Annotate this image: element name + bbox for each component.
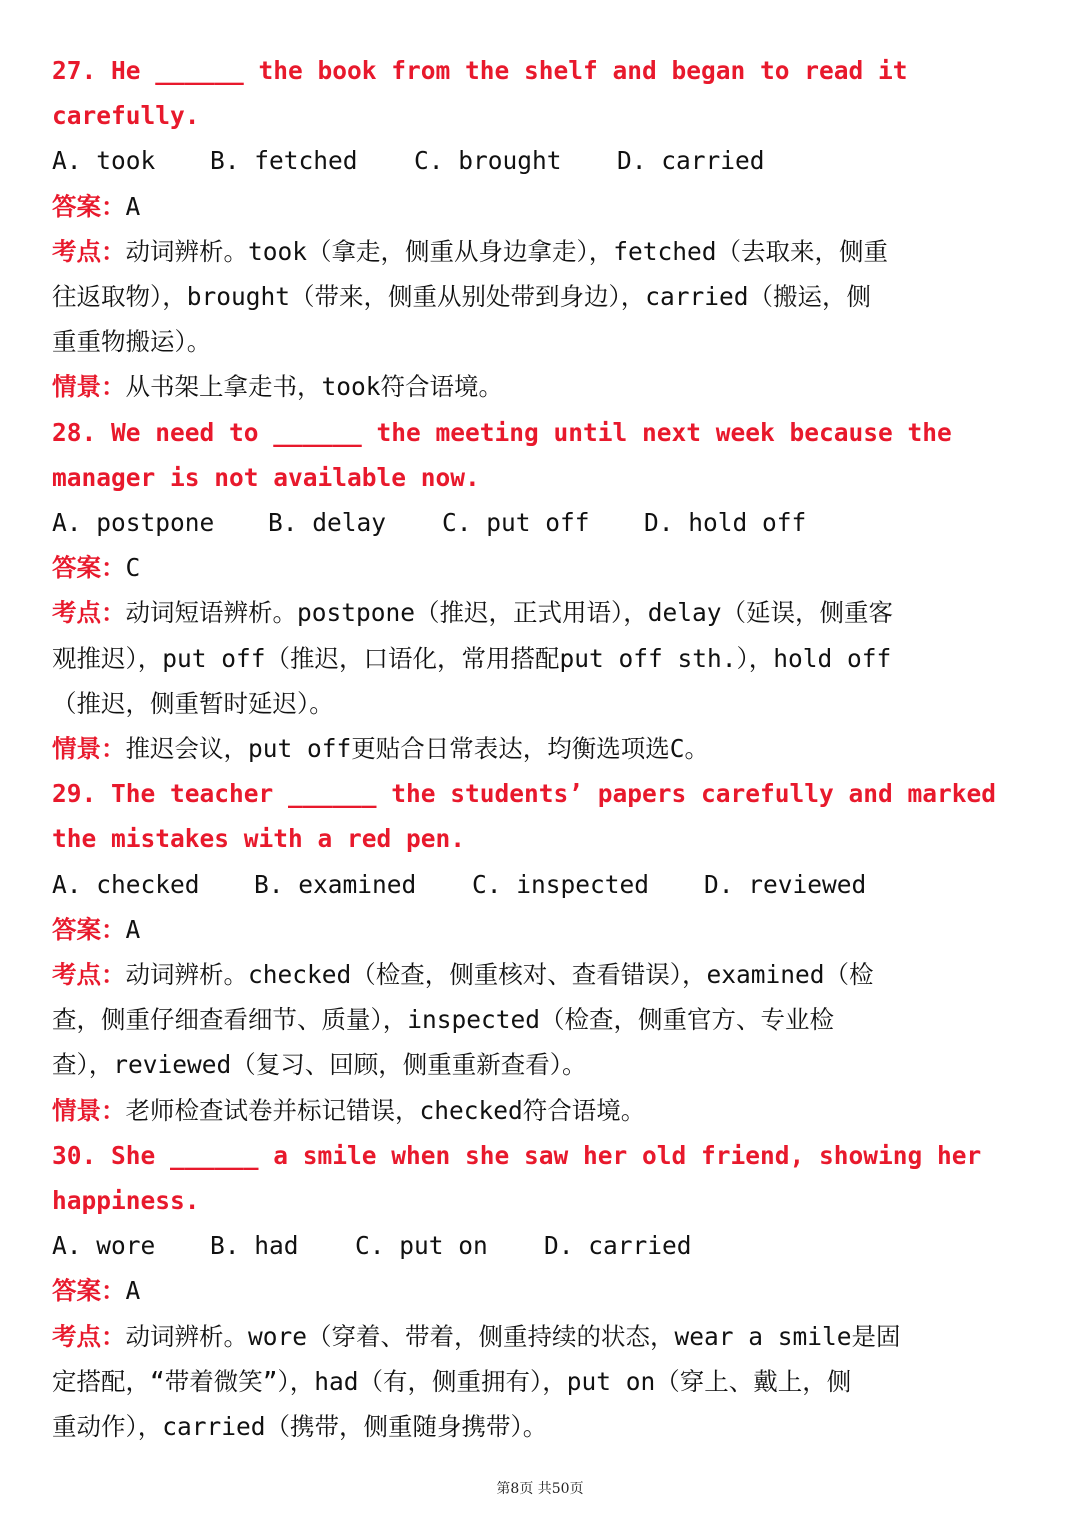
scene-label: 情景： [52, 1095, 126, 1125]
point-text: 重重物搬运）。 [52, 327, 212, 357]
option-b: B. delay [268, 508, 387, 538]
scene-line [52, 364, 1032, 409]
options-row [52, 1223, 1032, 1268]
question-stem: 27. He ______ the book from the shelf and began to read it [52, 56, 908, 85]
option-a: A. took [52, 146, 156, 176]
point-text: 动词辨析。wore（穿着、带着，侧重持续的状态，wear a smile是固 [125, 1321, 901, 1351]
option-c: C. put on [355, 1231, 488, 1261]
question-28 [52, 410, 1032, 772]
point-text: 查，侧重仔细查看细节、质量），inspected（检查，侧重官方、专业检 [52, 1005, 834, 1035]
option-c: C. inspected [472, 869, 650, 899]
option-c: C. put off [442, 508, 590, 538]
answer-label: 答案： [52, 191, 126, 221]
option-d: D. hold off [644, 508, 807, 538]
question-stem: 29. The teacher ______ the students’ papers carefully and marked [52, 779, 997, 809]
point-text: 定搭配，“带着微笑”），had（有，侧重拥有），put on（穿上、戴上，侧 [52, 1366, 852, 1396]
question-stem: 28. We need to ______ the meeting until next week because the [52, 417, 952, 447]
point-text: 查），reviewed（复习、回顾，侧重重新查看）。 [52, 1050, 587, 1080]
point-label: 考点： [52, 960, 126, 990]
option-d: D. carried [544, 1231, 692, 1261]
point-line [52, 229, 1032, 274]
answer-line [52, 545, 1032, 590]
option-b: B. fetched [210, 146, 358, 176]
point-label: 考点： [52, 1321, 126, 1351]
option-a: A. wore [52, 1231, 156, 1261]
point-label: 考点： [52, 236, 126, 266]
point-line [52, 590, 1032, 635]
scene-text: 老师检查试卷并标记错误，checked符合语境。 [125, 1095, 646, 1125]
answer-label: 答案： [52, 553, 126, 583]
point-text: 往返取物），brought（带来，侧重从别处带到身边），carried（搬运，侧 [52, 282, 872, 312]
point-label: 考点： [52, 598, 126, 628]
question-27 [52, 48, 1032, 410]
answer-value: A [125, 914, 141, 944]
options-row [52, 500, 1032, 545]
answer-label: 答案： [52, 914, 126, 944]
page-footer: 第8页 共50页 [496, 1481, 584, 1497]
question-29 [52, 771, 1032, 1133]
point-text: 动词短语辨析。postpone（推迟，正式用语），delay（延误，侧重客 [125, 598, 894, 628]
question-stem: the mistakes with a red pen. [52, 824, 466, 854]
answer-line [52, 184, 1032, 229]
option-c: C. brought [414, 146, 562, 176]
option-a: A. checked [52, 869, 200, 899]
scene-text: 从书架上拿走书，took符合语境。 [125, 372, 503, 402]
option-a: A. postpone [52, 508, 215, 538]
point-line [52, 1314, 1032, 1359]
answer-value: A [125, 191, 141, 221]
question-stem: happiness. [52, 1186, 200, 1216]
point-text: 重动作），carried（携带，侧重随身携带）。 [52, 1412, 548, 1442]
option-d: D. reviewed [704, 869, 867, 899]
option-b: B. had [210, 1231, 299, 1261]
point-line [52, 952, 1032, 997]
option-b: B. examined [254, 869, 417, 899]
document-body [52, 48, 1032, 1449]
question-30 [52, 1133, 1032, 1449]
point-text: 动词辨析。took（拿走，侧重从身边拿走），fetched（去取来，侧重 [125, 236, 888, 266]
answer-value: A [125, 1276, 141, 1306]
point-text: 观推迟），put off（推迟，口语化，常用搭配put off sth.），hold off [52, 643, 892, 673]
option-d: D. carried [617, 146, 765, 176]
question-stem: 30. She ______ a smile when she saw her old friend, showing her [52, 1140, 982, 1170]
point-text: （推迟，侧重暂时延迟）。 [52, 688, 334, 718]
scene-line [52, 1088, 1032, 1133]
options-row [52, 138, 1032, 183]
scene-label: 情景： [52, 734, 126, 764]
scene-label: 情景： [52, 372, 126, 402]
answer-line [52, 1268, 1032, 1313]
scene-text: 推迟会议，put off更贴合日常表达，均衡选项选C。 [125, 734, 709, 764]
answer-line [52, 907, 1032, 952]
question-stem: carefully. [52, 101, 200, 131]
answer-value: C [125, 553, 141, 583]
question-stem: manager is not available now. [52, 462, 480, 492]
answer-label: 答案： [52, 1276, 126, 1306]
scene-line [52, 726, 1032, 771]
point-text: 动词辨析。checked（检查，侧重核对、查看错误），examined（检 [125, 960, 874, 990]
options-row [52, 862, 1032, 907]
